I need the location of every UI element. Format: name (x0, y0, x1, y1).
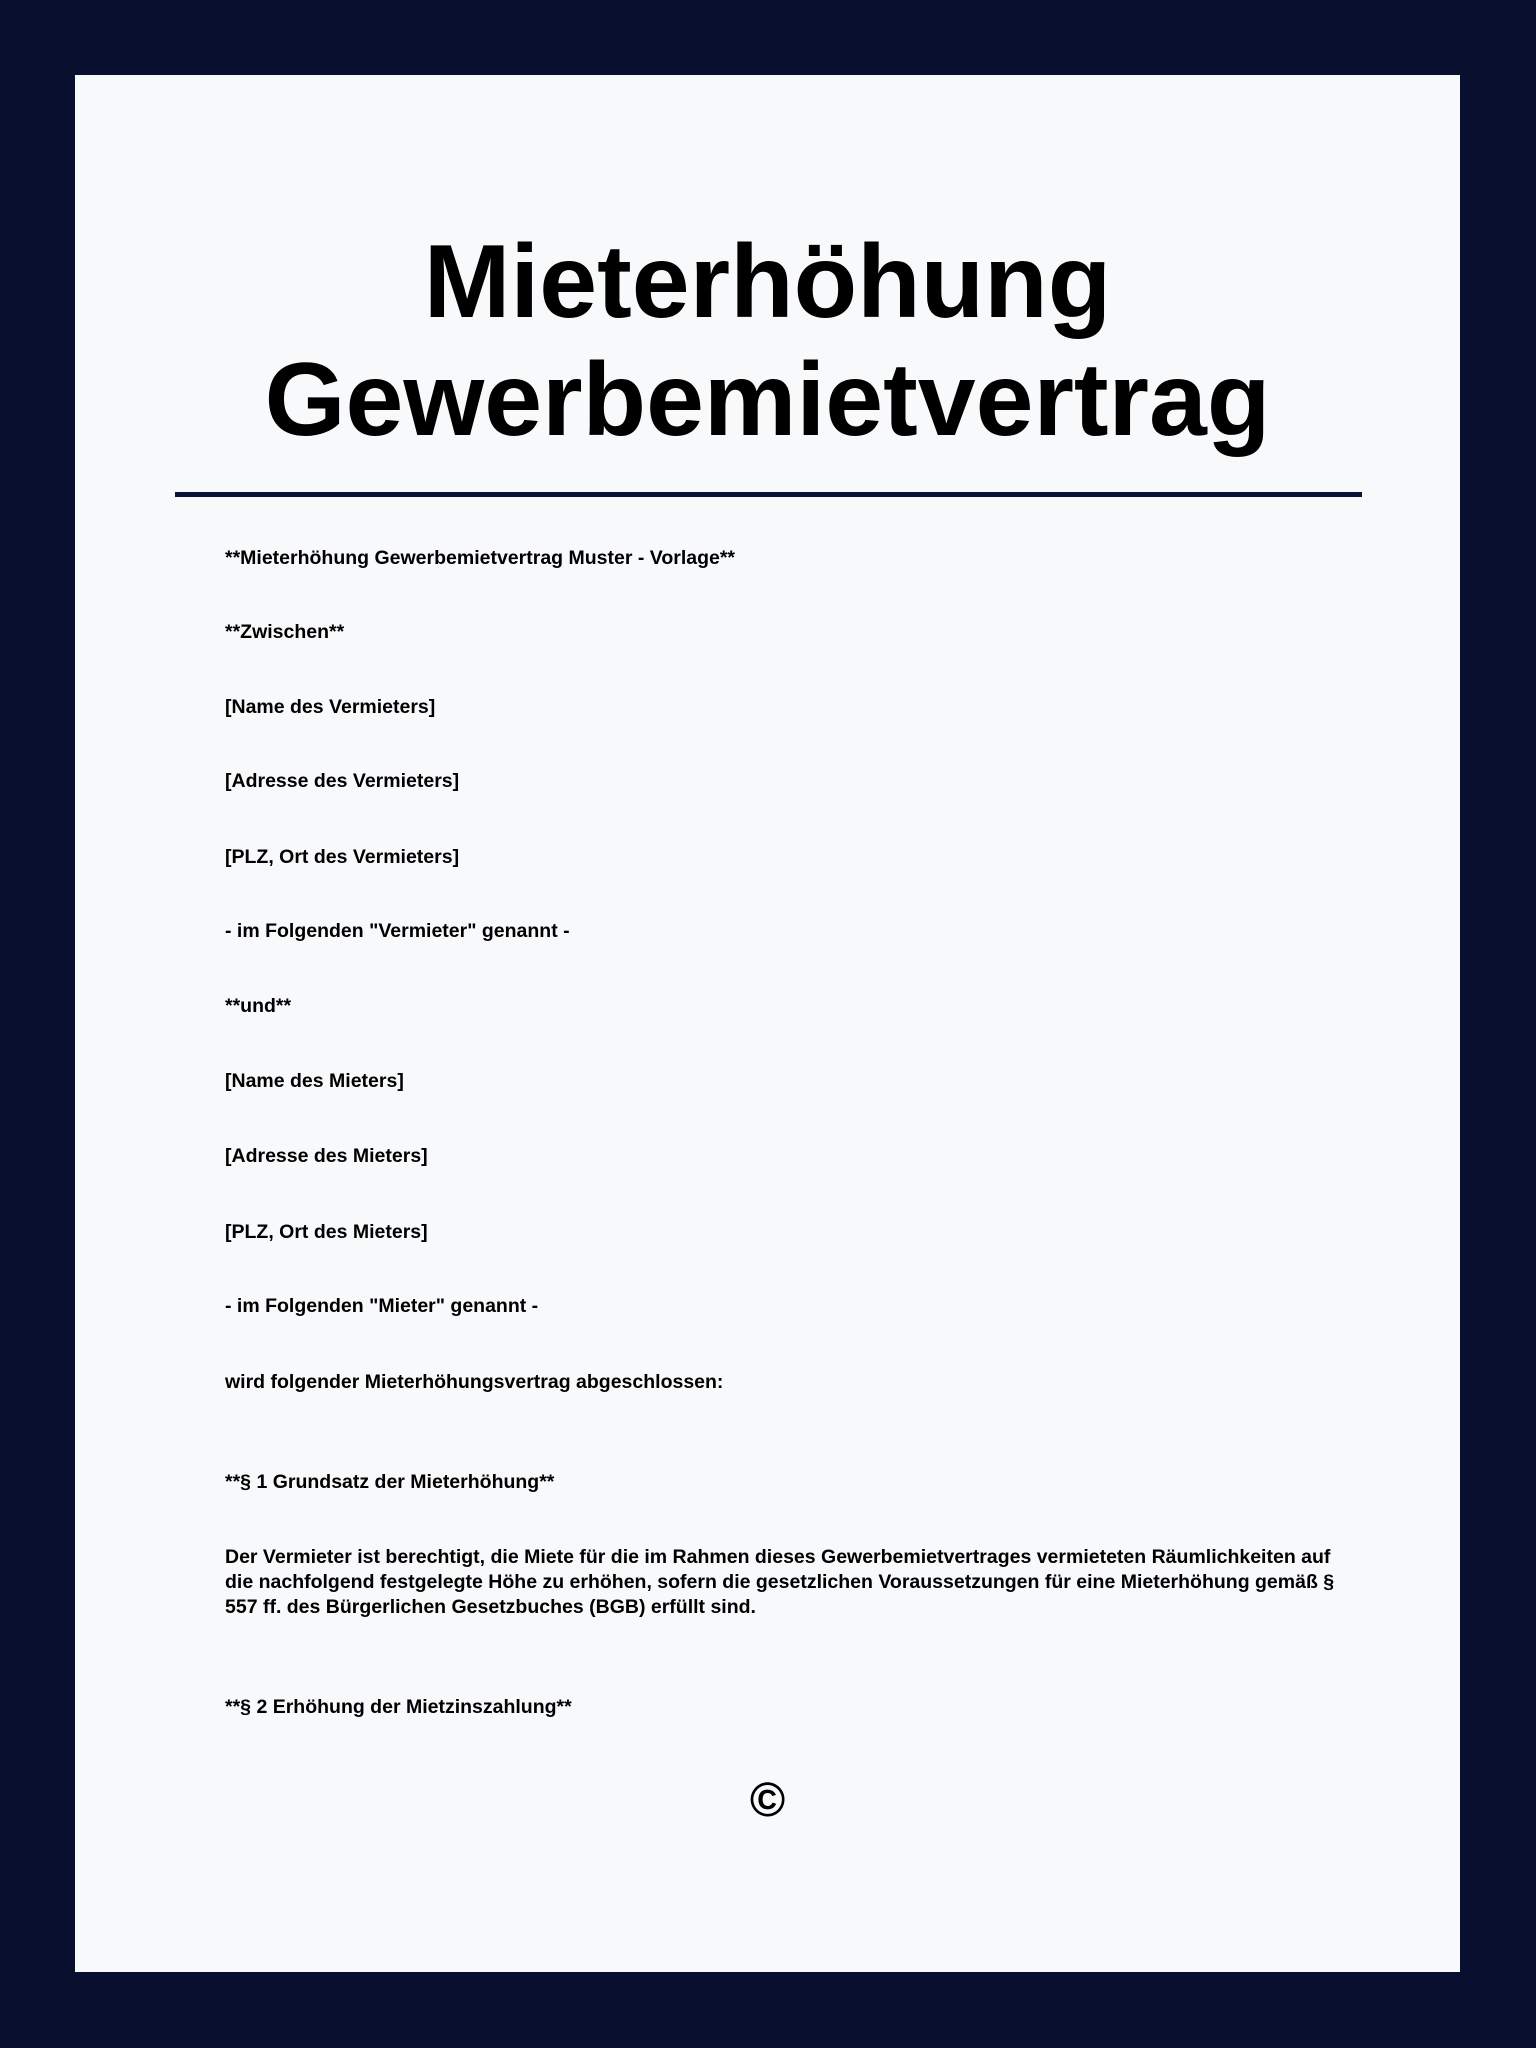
title-line-1: Mieterhöhung (423, 224, 1112, 340)
contract-intro: wird folgender Mieterhöhungsvertrag abgeschlossen: (225, 1371, 724, 1393)
title-line-2: Gewerbemietvertrag (264, 342, 1271, 458)
copyright-icon: © (749, 1774, 786, 1827)
between-label: **Zwischen** (225, 621, 345, 643)
section-1-paragraph: Der Vermieter ist berechtigt, die Miete für die im Rahmen dieses Gewerbemietvertrages vermieteten Räumlichkeiten auf die nachfolgend festgelegte Höhe zu erhöhen, sofern die gesetzlichen Voraussetzungen für eine Mieterhöhung gemäß § 557 ff. des Bürgerlichen Gesetzbuches (BGB) erfüllt sind. (225, 1546, 1335, 1618)
landlord-name: [Name des Vermieters] (225, 696, 436, 718)
document-title (75, 223, 1460, 459)
document-page (75, 75, 1460, 1972)
landlord-city: [PLZ, Ort des Vermieters] (225, 846, 460, 868)
document-heading: **Mieterhöhung Gewerbemietvertrag Muster - Vorlage** (225, 547, 736, 569)
section-2-heading: **§ 2 Erhöhung der Mietzinszahlung** (225, 1696, 572, 1718)
landlord-address: [Adresse des Vermieters] (225, 770, 460, 792)
tenant-designation: - im Folgenden "Mieter" genannt - (225, 1295, 539, 1317)
title-divider (175, 492, 1362, 497)
tenant-city: [PLZ, Ort des Mieters] (225, 1221, 428, 1243)
tenant-address: [Adresse des Mieters] (225, 1145, 428, 1167)
tenant-name: [Name des Mieters] (225, 1070, 404, 1092)
and-label: **und** (225, 995, 292, 1017)
section-1-heading: **§ 1 Grundsatz der Mieterhöhung** (225, 1471, 555, 1493)
landlord-designation: - im Folgenden "Vermieter" genannt - (225, 920, 570, 942)
